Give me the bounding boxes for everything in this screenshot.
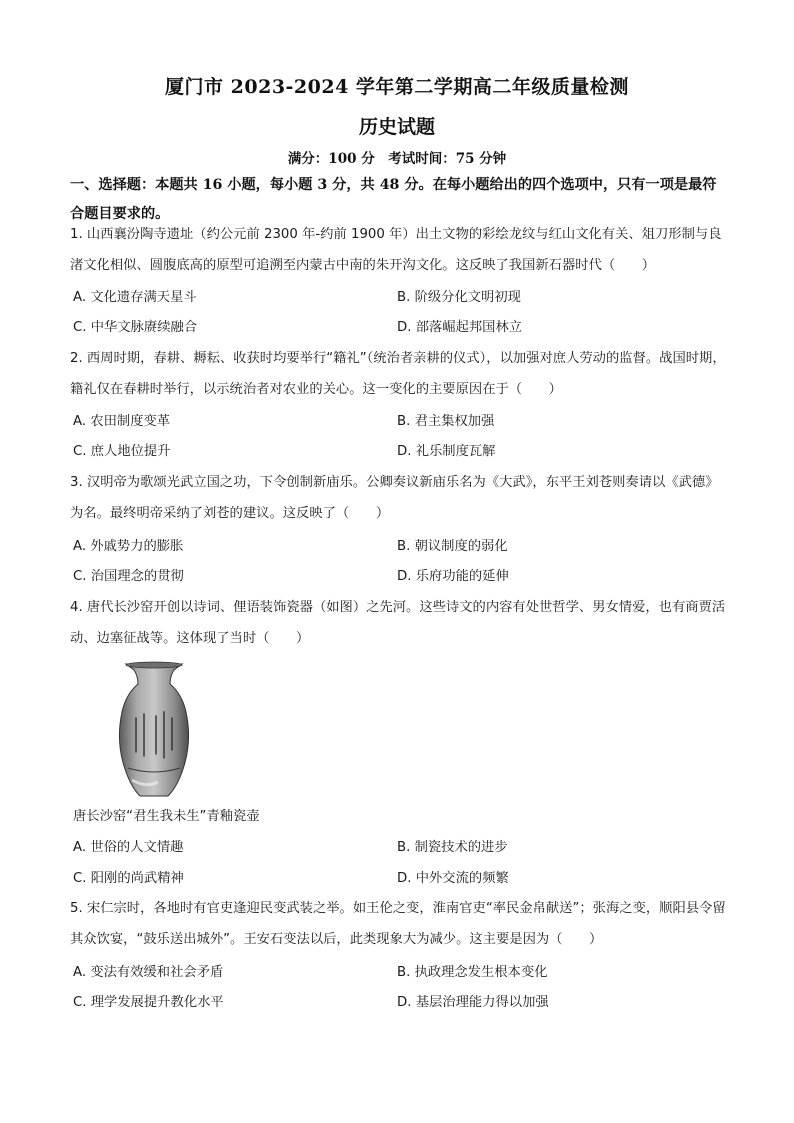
question-2-option-d: D. 礼乐制度瓦解 xyxy=(397,444,496,459)
subject-title: 历史试题 xyxy=(358,116,435,138)
question-4-option-b: B. 制瓷技术的进步 xyxy=(397,840,508,855)
question-3-option-b: B. 朝议制度的弱化 xyxy=(397,539,508,554)
question-5-option-c: C. 理学发展提升教化水平 xyxy=(73,995,224,1010)
question-3-option-a: A. 外戚势力的膨胀 xyxy=(73,539,184,554)
question-1-option-a: A. 文化遗存满天星斗 xyxy=(73,290,197,305)
question-5-option-d: D. 基层治理能力得以加强 xyxy=(397,995,549,1010)
question-1-stem: 1. 山西襄汾陶寺遗址（约公元前 2300 年-约前 1900 年）出土文物的彩绘龙纹与红山文化有关、俎刀形制与良渚文化相似、圆腹底高的原型可追溯至内蒙古中南的朱开沟文化。这反映了我国新石器时代（ ） xyxy=(70,227,722,273)
question-1-option-d: D. 部落崛起邦国林立 xyxy=(397,320,523,335)
question-4-option-a: A. 世俗的人文情趣 xyxy=(73,840,184,855)
section-heading: 一、选择题：本题共 16 小题，每小题 3 分，共 48 分。在每小题给出的四个选项中，只有一项是最符合题目要求的。 xyxy=(70,177,717,222)
question-3-stem: 3. 汉明帝为歌颂光武立国之功，下令创制新庙乐。公卿奏议新庙乐名为《大武》，东平王刘苍则奏请以《武德》为名。最终明帝采纳了刘苍的建议。这反映了（ ） xyxy=(70,475,719,521)
question-1-option-c: C. 中华文脉赓续融合 xyxy=(73,320,198,335)
question-3-option-c: C. 治国理念的贯彻 xyxy=(73,569,184,584)
question-4-stem: 4. 唐代长沙窑开创以诗词、俚语装饰瓷器（如图）之先河。这些诗文的内容有处世哲学、男女情爱，也有商贾活动、边塞征战等。这体现了当时（ ） xyxy=(70,600,726,646)
question-3-option-d: D. 乐府功能的延伸 xyxy=(397,569,509,584)
question-2-stem: 2. 西周时期，春耕、耨耘、收获时均要举行“籍礼”（统治者亲耕的仪式），以加强对庶人劳动的监督。战国时期，籍礼仅在春耕时举行，以示统治者对农业的关心。这一变化的主要原因在于（ ） xyxy=(70,351,726,397)
question-4-option-c: C. 阳刚的尚武精神 xyxy=(73,871,184,886)
question-4-option-d: D. 中外交流的频繁 xyxy=(397,871,509,886)
exam-meta: 满分：100 分 考试时间：75 分钟 xyxy=(287,151,507,167)
exam-title: 厦门市 2023-2024 学年第二学期高二年级质量检测 xyxy=(165,76,629,98)
question-5-option-b: B. 执政理念发生根本变化 xyxy=(397,965,548,980)
question-1-option-b: B. 阶级分化文明初现 xyxy=(397,290,521,305)
vase-caption: 唐长沙窑“君生我未生”青釉瓷壶 xyxy=(73,809,260,824)
question-2-option-a: A. 农田制度变革 xyxy=(73,414,171,429)
question-5-stem: 5. 宋仁宗时，各地时有官吏逢迎民变武装之举。如王伦之变，淮南官吏“率民金帛献送”；张海之变，顺阳县令留其众饮宴，“鼓乐送出城外”。王安石变法以后，此类现象大为减少。这主要是因为（ ） xyxy=(70,901,726,947)
question-5-option-a: A. 变法有效缓和社会矛盾 xyxy=(73,965,224,980)
question-2-option-c: C. 庶人地位提升 xyxy=(73,444,171,459)
vase-image xyxy=(112,660,196,800)
question-2-option-b: B. 君主集权加强 xyxy=(397,414,495,429)
